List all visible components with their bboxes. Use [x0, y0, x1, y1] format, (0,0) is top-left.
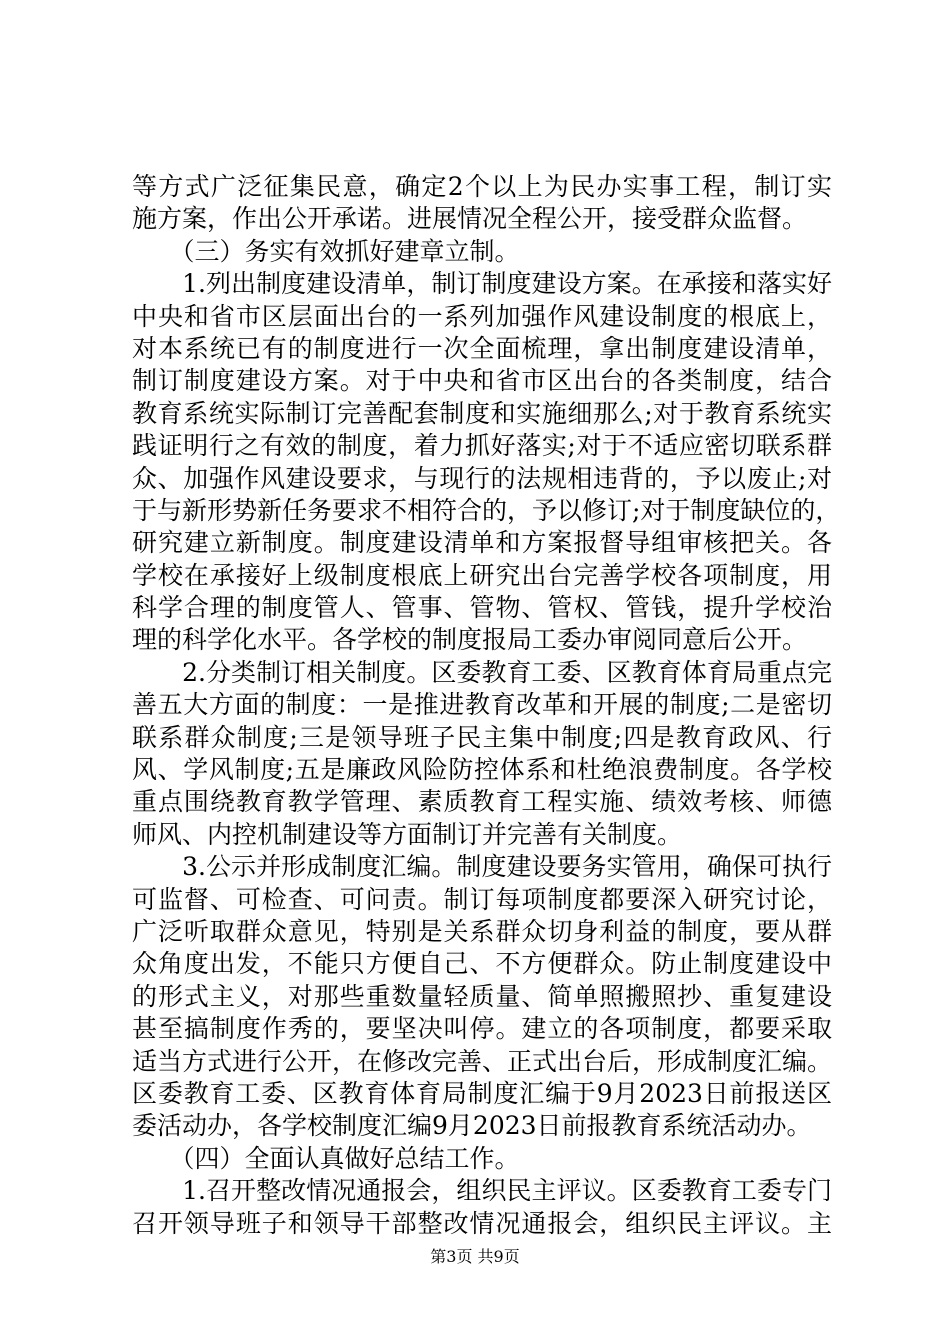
text-line: 研究建立新制度。制度建设清单和方案报督导组审核把关。各	[132, 528, 832, 558]
text-line: 联系群众制度;三是领导班子民主集中制度;四是教育政风、行	[132, 722, 832, 752]
text-line: 施方案，作出公开承诺。进展情况全程公开，接受群众监督。	[132, 204, 808, 234]
text-line: 众角度出发，不能只方便自己、不方便群众。防止制度建设中	[132, 949, 832, 979]
text-line: 师风、内控机制建设等方面制订并完善有关制度。	[132, 819, 683, 849]
text-line: 适当方式进行公开，在修改完善、正式出台后，形成制度汇编。	[132, 1046, 833, 1076]
text-line: 众、加强作风建设要求，与现行的法规相违背的，予以废止;对	[132, 463, 832, 493]
text-line: 1.召开整改情况通报会，组织民主评议。区委教育工委专门	[132, 1176, 832, 1206]
text-line: 教育系统实际制订完善配套制度和实施细那么;对于教育系统实	[132, 398, 832, 428]
text-line: 2.分类制订相关制度。区委教育工委、区教育体育局重点完	[132, 657, 832, 687]
text-line: （四）全面认真做好总结工作。	[132, 1143, 520, 1173]
text-line: 学校在承接好上级制度根底上研究出台完善学校各项制度，用	[132, 560, 832, 590]
text-line: 科学合理的制度管人、管事、管物、管权、管钱，提升学校治	[132, 593, 832, 623]
text-line: 可监督、可检查、可问责。制订每项制度都要深入研究讨论，	[132, 884, 832, 914]
text-line: 3.公示并形成制度汇编。制度建设要务实管用，确保可执行	[132, 852, 832, 882]
text-line: 区委教育工委、区教育体育局制度汇编于9月2023日前报送区	[132, 1078, 832, 1108]
text-line: 善五大方面的制度：一是推进教育改革和开展的制度;二是密切	[132, 690, 832, 720]
text-line: 重点围绕教育教学管理、素质教育工程实施、绩效考核、师德	[132, 787, 832, 817]
text-line: 1.列出制度建设清单，制订制度建设方案。在承接和落实好	[132, 269, 832, 299]
text-line: 委活动办，各学校制度汇编9月2023日前报教育系统活动办。	[132, 1111, 812, 1141]
text-line: 对本系统已有的制度进行一次全面梳理，拿出制度建设清单，	[132, 333, 832, 363]
text-line: 风、学风制度;五是廉政风险防控体系和杜绝浪费制度。各学校	[132, 755, 832, 785]
text-line: 等方式广泛征集民意，确定2个以上为民办实事工程，制订实	[132, 172, 832, 201]
text-line: 召开领导班子和领导干部整改情况通报会，组织民主评议。主	[132, 1208, 832, 1238]
text-line: 的形式主义，对那些重数量轻质量、简单照搬照抄、重复建设	[132, 981, 832, 1011]
text-line: 理的科学化水平。各学校的制度报局工委办审阅同意后公开。	[132, 625, 808, 655]
document-body	[132, 171, 841, 1240]
text-line: 于与新形势新任务要求不相符合的，予以修订;对于制度缺位的，	[132, 495, 841, 525]
text-line: 中央和省市区层面出台的一系列加强作风建设制度的根底上，	[132, 301, 832, 331]
text-line: 广泛听取群众意见，特别是关系群众切身利益的制度，要从群	[132, 916, 832, 946]
text-line: 践证明行之有效的制度，着力抓好落实;对于不适应密切联系群	[132, 431, 832, 461]
text-line: （三）务实有效抓好建章立制。	[132, 236, 520, 266]
text-line: 甚至搞制度作秀的，要坚决叫停。建立的各项制度，都要采取	[132, 1014, 832, 1044]
page-footer: 第3页 共9页	[430, 1247, 520, 1266]
text-line: 制订制度建设方案。对于中央和省市区出台的各类制度，结合	[132, 366, 832, 396]
